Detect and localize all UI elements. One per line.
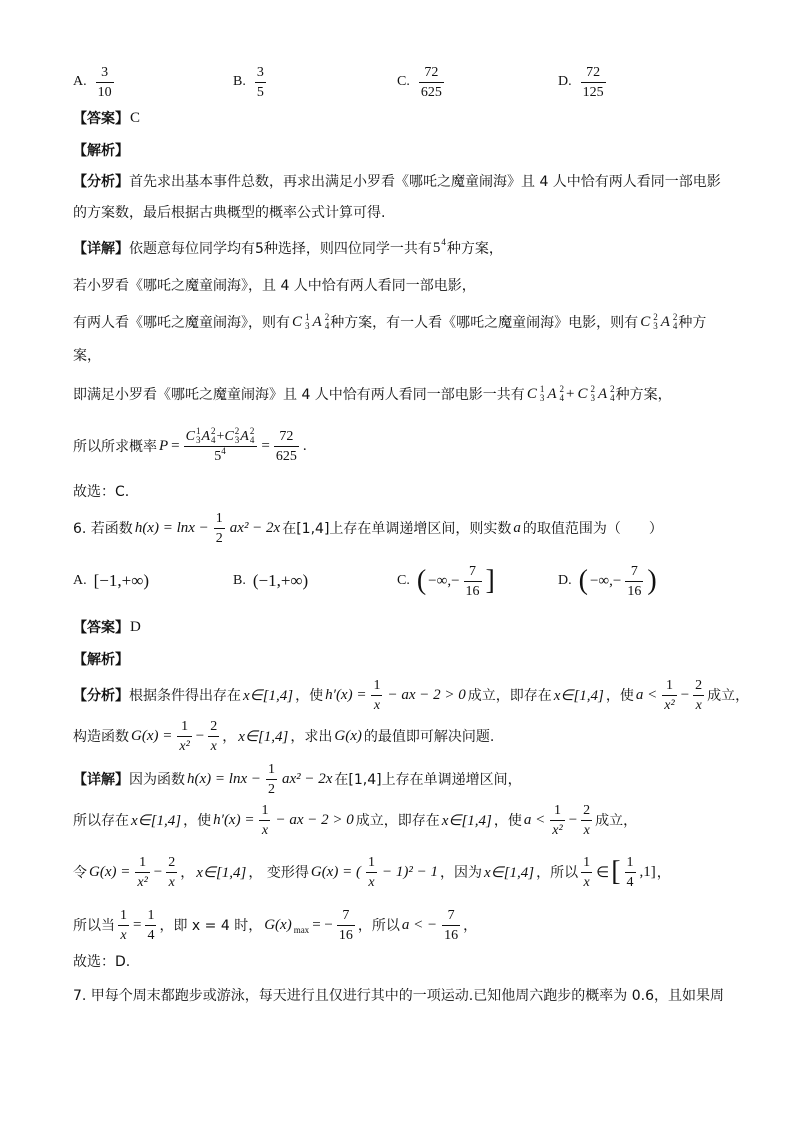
numerator: 7: [469, 563, 477, 579]
fenxi-text: 成立，: [707, 688, 750, 704]
numerator: 2: [210, 718, 218, 734]
question-text: 7. 甲每个周末都跑步或游泳，每天进行且仅进行其中的一项运动.已知他周六跑步的概率为 0.6，且如果周: [73, 988, 724, 1004]
denominator: 16: [442, 925, 460, 944]
answer-value: D: [130, 618, 141, 635]
numerator: 2: [583, 802, 591, 818]
fenxi-label: 【分析】: [73, 688, 129, 704]
numerator: 1: [267, 761, 275, 777]
sub: 3: [539, 393, 545, 403]
denominator: x²: [662, 695, 676, 714]
q6-jiexi: [73, 649, 129, 669]
question-number: 6. 若函数: [73, 521, 133, 537]
detail-text: ，所以: [357, 918, 400, 934]
option-letter: C.: [397, 573, 410, 588]
denominator: x²: [177, 736, 191, 755]
fraction-2-over-x: [693, 677, 704, 714]
numerator: 1: [261, 802, 269, 818]
function-expr: G(x): [334, 727, 362, 744]
close-bracket: ): [647, 565, 657, 596]
q6-stem: [73, 508, 663, 548]
denominator: 4: [145, 925, 156, 944]
question-text: 在[1,4]上存在单调递增区间，则实数: [282, 521, 512, 537]
sup: 2: [234, 426, 240, 436]
sup: 2: [610, 384, 615, 394]
conclusion-text: 故选：D.: [73, 954, 131, 970]
answer-label: 【答案】: [73, 111, 129, 127]
answer-value: C: [130, 109, 141, 126]
half-fraction: [266, 761, 277, 798]
q5-answer: [73, 108, 141, 128]
function-expr: − 1)² − 1: [381, 863, 438, 880]
function-expr: G(x) =: [131, 727, 173, 744]
detail-text: 依题意每位同学均有5种选择，则四位同学一共有: [129, 241, 432, 257]
numerator: 1: [215, 510, 223, 526]
numerator: 1: [665, 677, 673, 693]
comb-indices: [196, 427, 201, 445]
detail-text: 种方案，: [446, 241, 503, 257]
numerator: 1: [120, 907, 127, 923]
sup: 2: [249, 426, 255, 436]
perm-indices: [211, 427, 216, 445]
equals-sign: =: [261, 437, 270, 454]
numerator: 3: [101, 64, 109, 80]
derivative-expr: − ax − 2 > 0: [387, 686, 466, 703]
perm-symbol: A: [312, 313, 322, 330]
fraction-1-over-x: [581, 854, 592, 891]
denominator: x²: [550, 820, 564, 839]
detail-text: ，即 x = 4 时，: [159, 918, 263, 934]
function-expr: h(x) = lnx −: [134, 519, 209, 536]
numerator: 7: [342, 907, 350, 923]
q5-option-b: [233, 62, 269, 102]
numerator: 2: [695, 677, 703, 693]
domain-expr: x∈[1,4]: [243, 687, 294, 704]
fraction-1-over-x2: [662, 677, 676, 714]
sup: 2: [211, 426, 216, 436]
fraction-1-over-4: [625, 854, 636, 891]
comb-symbol: C: [224, 428, 234, 444]
q6-xiangjie-line2: [73, 800, 637, 840]
sub: 3: [653, 321, 658, 331]
comma: ，: [180, 865, 195, 881]
perm-symbol: A: [240, 428, 249, 444]
denominator: 2: [266, 779, 277, 798]
numerator: 1: [367, 854, 375, 870]
sup: 1: [539, 384, 545, 394]
perm-symbol: A: [660, 313, 670, 330]
numerator: 7: [630, 563, 638, 579]
q5-xiangjie-line2: [73, 275, 476, 295]
perm-symbol: A: [201, 428, 211, 444]
open-bracket: [: [611, 856, 621, 887]
denominator: 10: [96, 82, 114, 101]
detail-text: 所以存在: [73, 813, 129, 829]
power-exponent: 4: [441, 237, 446, 247]
answer-label: 【答案】: [73, 620, 129, 636]
detail-text: ，使: [493, 813, 522, 829]
numerator: 72: [586, 64, 601, 80]
sup: 2: [672, 312, 678, 322]
detail-text: 即满足小罗看《哪吒之魔童闹海》且 4 人中恰有两人看同一部电影一共有: [73, 387, 525, 403]
detail-text: 令: [73, 865, 87, 881]
comma: ，: [656, 865, 671, 881]
half-fraction: [214, 510, 225, 547]
minus-sign: −: [153, 863, 163, 880]
comb-indices: [305, 313, 310, 331]
perm-indices: [560, 385, 565, 403]
sub: 3: [305, 321, 310, 331]
comb-indices: [235, 427, 240, 445]
option-letter: B.: [233, 573, 246, 588]
comb-indices: [590, 385, 595, 403]
q5-xiangjie-line3: [73, 312, 706, 332]
fraction-7-over-16: [337, 907, 355, 944]
option-fraction: [464, 563, 482, 600]
sub: 3: [590, 393, 595, 403]
numerator: 72: [279, 428, 294, 444]
numerator: 3: [256, 64, 264, 80]
q5-option-a: [73, 62, 117, 102]
denominator: 5: [255, 82, 266, 101]
detail-text: 在[1,4]上存在单调递增区间，: [334, 772, 522, 788]
detail-text: 若小罗看《哪吒之魔童闹海》，且 4 人中恰有两人看同一部电影，: [73, 278, 476, 294]
detail-text: 所以所求概率: [73, 439, 157, 455]
perm-indices: [325, 313, 330, 331]
plus-sign: +: [566, 385, 575, 402]
q5-fenxi-line1: [73, 171, 721, 191]
option-fraction: [419, 64, 444, 101]
function-expr: ax² − 2x: [281, 770, 333, 787]
minus-sign: −: [680, 686, 690, 703]
fenxi-text: 的最值即可解决问题.: [363, 729, 495, 745]
sub: 4: [249, 435, 255, 445]
sub: 4: [672, 321, 678, 331]
option-interval: (−1,+∞): [252, 571, 309, 590]
conclusion-text: 故选：C.: [73, 484, 130, 500]
power-base: 5: [214, 449, 222, 464]
q5-xiangjie-line5: [73, 384, 672, 404]
sub: 3: [195, 435, 201, 445]
q6-option-a: [73, 559, 150, 603]
option-letter: A.: [73, 573, 87, 588]
option-fraction: [581, 64, 606, 101]
option-letter: D.: [558, 573, 572, 588]
sub: 4: [211, 435, 216, 445]
detail-text: ，使: [183, 813, 212, 829]
denominator: 16: [337, 925, 355, 944]
perm-indices: [610, 385, 615, 403]
denominator: 16: [464, 581, 482, 600]
numerator: 1: [181, 718, 189, 734]
domain-expr: x∈[1,4]: [483, 864, 535, 881]
comb-indices: [540, 385, 545, 403]
denominator: x: [166, 872, 177, 891]
denominator: x: [366, 872, 377, 891]
close-bracket: ]: [485, 565, 495, 596]
denominator: 125: [581, 82, 606, 101]
comma: ，: [463, 918, 478, 934]
minus-sign: −: [568, 811, 578, 828]
minus-sign: −: [195, 727, 205, 744]
option-interval: −∞,−: [589, 572, 622, 589]
option-fraction: [625, 563, 643, 600]
question-text: 的取值范围为（ ）: [522, 521, 663, 537]
option-letter: A.: [73, 74, 87, 89]
q5-option-d: [558, 62, 609, 102]
power-base: 5: [432, 239, 441, 256]
fraction-1-over-x2: [135, 854, 149, 891]
jiexi-label: 【解析】: [73, 652, 129, 668]
fenxi-text: 成立，即存在: [467, 688, 552, 704]
fraction-7-over-16: [442, 907, 460, 944]
option-fraction: [255, 64, 266, 101]
perm-symbol: A: [597, 385, 608, 402]
denominator: [184, 446, 258, 465]
numerator: 1: [626, 854, 634, 870]
q5-fenxi-line2: [73, 202, 385, 222]
q6-option-d: [558, 559, 658, 603]
sup: 2: [590, 384, 595, 394]
domain-expr: x∈[1,4]: [553, 687, 604, 704]
fenxi-text: 的方案数，最后根据古典概型的概率公式计算可得.: [73, 205, 386, 221]
max-subscript: max: [293, 925, 310, 935]
fenxi-text: ，使: [295, 688, 324, 704]
inequality-expr: a <: [523, 811, 546, 828]
denominator: x: [259, 820, 270, 839]
fraction-1-over-x2: [177, 718, 191, 755]
probability-fraction: [184, 427, 258, 465]
xiangjie-label: 【详解】: [73, 241, 129, 257]
comb-symbol: C: [577, 385, 588, 402]
fenxi-text: ，使: [605, 688, 634, 704]
function-expr: G(x) =: [89, 863, 131, 880]
sup: 1: [195, 426, 201, 436]
period: .: [302, 437, 307, 454]
domain-expr: x∈[1,4]: [196, 864, 247, 881]
detail-text: 成立，: [595, 813, 638, 829]
denominator: 2: [214, 528, 225, 547]
open-bracket: (: [578, 565, 588, 596]
comb-indices: [653, 313, 658, 331]
perm-indices: [673, 313, 678, 331]
q6-xiangjie-line1: [73, 759, 522, 799]
q6-options: [73, 559, 723, 603]
fenxi-text: ，求出: [290, 729, 333, 745]
perm-indices: [250, 427, 255, 445]
q5-xiangjie-line6: [73, 421, 308, 471]
detail-text: ，因为: [439, 865, 482, 881]
numerator: 2: [168, 854, 176, 870]
function-expr: ax² − 2x: [229, 519, 281, 536]
numerator: 1: [139, 854, 147, 870]
q6-option-c: [397, 559, 496, 603]
q5-conclusion: [73, 481, 129, 501]
detail-text: 因为函数: [129, 772, 185, 788]
fraction-1-over-x: [371, 677, 382, 714]
fraction-1-over-x: [366, 854, 377, 891]
q6-option-b: [233, 559, 309, 603]
open-bracket: (: [416, 565, 427, 596]
detail-text: ， 变形得: [248, 865, 309, 881]
sup: 2: [324, 312, 330, 322]
sub: 4: [610, 393, 615, 403]
denominator: 16: [625, 581, 643, 600]
jiexi-label: 【解析】: [73, 143, 129, 159]
fenxi-text: 首先求出基本事件总数，再求出满足小罗看《哪吒之魔童闹海》且 4 人中恰有两人看同一部电影: [129, 174, 721, 190]
xiangjie-label: 【详解】: [73, 772, 129, 788]
q6-conclusion: [73, 951, 130, 971]
q6-answer: [73, 617, 142, 637]
q6-fenxi-line2: [73, 716, 494, 756]
denominator: 625: [419, 82, 444, 101]
option-fraction: [96, 64, 114, 101]
domain-expr: x∈[1,4]: [441, 812, 492, 829]
fenxi-text: 根据条件得出存在: [129, 688, 241, 704]
option-interval: [−1,+∞): [93, 571, 149, 590]
sup: 2: [559, 384, 564, 394]
comb-symbol: C: [185, 428, 195, 444]
numerator: 1: [583, 854, 591, 870]
fraction-1-over-4: [145, 907, 156, 944]
denominator: x: [693, 695, 704, 714]
denominator: x: [581, 872, 592, 891]
equals-sign: =: [171, 437, 180, 454]
denominator: x²: [135, 872, 149, 891]
q6-fenxi-line1: [73, 675, 749, 715]
fraction-1-over-x: [118, 907, 129, 944]
interval-end: ,1]: [639, 863, 656, 880]
function-expr: G(x) = (: [310, 863, 361, 880]
q5-option-c: [397, 62, 447, 102]
element-of: ∈: [596, 864, 610, 881]
sup: 2: [653, 312, 658, 322]
option-letter: D.: [558, 74, 572, 89]
fraction-2-over-x: [581, 802, 592, 839]
detail-text: 种方: [678, 315, 707, 331]
numerator: 1: [373, 677, 381, 693]
denominator: x: [208, 736, 219, 755]
equals-sign: =: [133, 916, 142, 933]
fenxi-text: 构造函数: [73, 729, 129, 745]
comb-symbol: C: [526, 385, 537, 402]
q6-xiangjie-line4: [73, 903, 477, 947]
fraction-1-over-x: [259, 802, 270, 839]
denominator: x: [118, 925, 129, 944]
detail-text: 案，: [73, 348, 101, 364]
denominator: 4: [625, 872, 636, 891]
prob-symbol: P: [159, 437, 169, 454]
q5-jiexi: [73, 140, 129, 160]
plus-sign: +: [216, 428, 225, 444]
detail-text: 成立，即存在: [355, 813, 440, 829]
function-expr: h(x) = lnx −: [187, 770, 261, 787]
numerator: 7: [447, 907, 455, 923]
power-exponent: 4: [221, 446, 226, 456]
numerator: 1: [553, 802, 561, 818]
detail-text: 所以当: [73, 918, 115, 934]
comb-symbol: C: [292, 313, 303, 330]
q7-stem: [73, 985, 724, 1005]
domain-expr: x∈[1,4]: [131, 812, 182, 829]
sub: 3: [234, 435, 240, 445]
variable: a: [513, 519, 521, 536]
numerator: 1: [147, 907, 155, 923]
fraction-2-over-x: [208, 718, 219, 755]
detail-text: 种方案，: [615, 387, 672, 403]
q6-xiangjie-line3: [73, 850, 671, 894]
comma: ，: [222, 729, 237, 745]
denominator: x: [581, 820, 592, 839]
sup: 1: [305, 312, 310, 322]
fraction-1-over-x2: [550, 802, 564, 839]
result-fraction: [274, 428, 299, 465]
denominator: 625: [274, 446, 299, 465]
function-expr: G(x): [264, 916, 292, 933]
denominator: x: [371, 695, 382, 714]
q5-xiangjie-line1: [73, 238, 503, 258]
inequality-expr: a <: [635, 686, 658, 703]
derivative-expr: h′(x) =: [213, 811, 255, 828]
q5-xiangjie-line4: [73, 345, 101, 365]
equals-neg: = −: [312, 916, 333, 933]
option-letter: C.: [397, 74, 410, 89]
detail-text: 种方案，有一人看《哪吒之魔童闹海》电影，则有: [330, 315, 639, 331]
sub: 4: [559, 393, 564, 403]
inequality-expr: a < −: [401, 916, 438, 933]
numerator: 72: [424, 64, 439, 80]
sub: 4: [324, 321, 330, 331]
derivative-expr: − ax − 2 > 0: [275, 811, 354, 828]
q5-options: [73, 62, 723, 102]
comb-symbol: C: [640, 313, 651, 330]
fenxi-label: 【分析】: [73, 174, 129, 190]
fraction-2-over-x: [166, 854, 177, 891]
detail-text: 有两人看《哪吒之魔童闹海》，则有: [73, 315, 290, 331]
detail-text: ，所以: [536, 865, 579, 881]
perm-symbol: A: [547, 385, 557, 402]
option-interval: −∞,−: [428, 572, 460, 589]
domain-expr: x∈[1,4]: [238, 728, 289, 745]
derivative-expr: h′(x) =: [325, 686, 367, 703]
option-letter: B.: [233, 74, 246, 89]
